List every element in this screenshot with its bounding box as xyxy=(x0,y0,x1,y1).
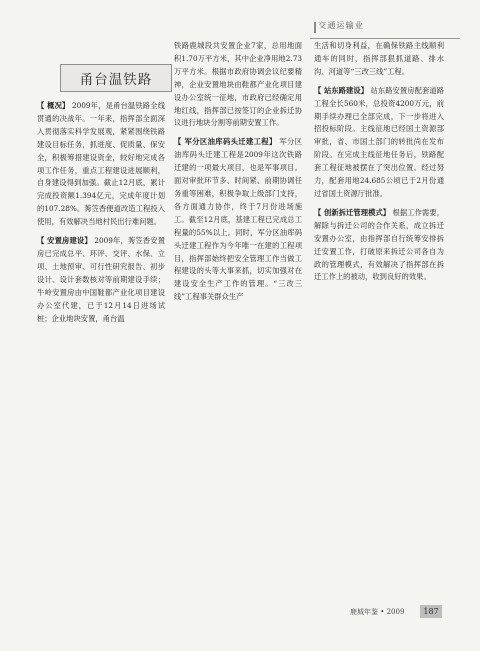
paragraph-heading: 【 站东路建设】 xyxy=(314,85,369,95)
section-name: 交通运输业 xyxy=(318,20,364,30)
paragraph xyxy=(37,100,165,229)
paragraph-text: 军分区油库码头迁建工程是2009年这次铁路迁建的一项最大项目，也是军事项目。面对审批环节多、时间紧、前期协调任务重等困难，积极争取上级部门支持，各方面通力协作，终于7月份进场施工。截至12月底，基建工程已完成总工程量的55%以上。同时，军分区油库码头迁建工程作为今年唯一在建的工程项目，指挥部始终把安全管理工作当做工程建设的头等大事来抓，切实加强对在建设安全生产工作的管理。“三改三线”工程事关群众生产 xyxy=(174,137,302,302)
page-number: 187 xyxy=(420,605,442,618)
paragraph-text: 2009年，莠笠香安置房已完成总平、环评、交评、水保、立项、土地预审、可行性研究报告、初步设计、设计套数核对等前期建设手续；牛岭安置房由中国鞋都产业化项目建设办公室代建，已于12月14日进场试桩；企业地块安置，甬台温 xyxy=(37,236,165,323)
paragraph xyxy=(174,136,302,304)
running-header xyxy=(310,16,460,39)
paragraph-text: 铁路鹿城段共安置企业7家，总用地面积1.70万平方米，其中企业净用地2.73万平方米。根据市政府协调会议纪要精神，企业安置地块由鞋都产业化项目建设办公室统一征地，市政府已经确定用地红线，指挥部已按签订的企业拆迁协议进行地块分割等前期安置工作。 xyxy=(174,41,302,128)
paragraph xyxy=(37,235,165,325)
article-title: 甬台温铁路 xyxy=(79,72,153,88)
footer-title: 鹿城年鉴 • 2009 xyxy=(350,608,405,616)
paragraph xyxy=(174,40,302,130)
article-title-box xyxy=(60,64,172,92)
paragraph-text: 站东路安置房配套道路工程全长560米，总投资4200万元，前期手续办理已全部完成，下一步将进入招投标阶段。主线征地已经国土资源部审批，省、市国土部门的转批尚在发布阶段。在完成主线征地任务后，铁路配套工程征地被摆在了突出位置。经过努力，配套用地24.685公顷已于2月份通过省国土资源厅批准。 xyxy=(314,85,444,198)
paragraph-heading: 【 创新拆迁管理模式】 xyxy=(314,207,391,217)
column-3 xyxy=(314,40,444,290)
paragraph xyxy=(314,85,444,201)
paragraph-text: 2009年，是甬台温铁路全线贯通的决战年。一年来，指挥部全面深入贯彻落实科学发展观，紧紧围绕铁路建设目标任务，抓进度、促质量、保安全，积极筹措建设资金，较好地完成各项工作任务，重点工程建设进展顺利，自身建设得到加强。截止12月底，累计完成投资额1.394亿元，完成年度计划的107.28%。莠笠香便道改造工程投入使用，有效解决当地村民出行难问题。 xyxy=(37,101,165,227)
paragraph-text: 生活和切身利益，在确保铁路主线顺利通车的同时，指挥部狠抓道路、排水沟、河道等“三改三线”工程。 xyxy=(314,41,444,76)
paragraph xyxy=(314,207,444,284)
header-marker xyxy=(314,22,316,33)
paragraph xyxy=(314,40,444,79)
paragraph-heading: 【 军分区油库码头迁建工程】 xyxy=(174,137,277,147)
paragraph-heading: 【 概况】 xyxy=(37,101,70,110)
page-footer xyxy=(340,605,460,619)
paragraph-heading: 【 安置房建设】 xyxy=(37,236,92,246)
paragraph-text: 根据工作需要，解除与拆迁公司的合作关系，成立拆迁安置办公室，由指挥部自行统筹安排拆迁安置工作，打破原来拆迁公司各自为政的管理模式，有效解决了指挥部在拆迁工作上的被动，收到良好的效果。 xyxy=(314,207,444,282)
column-2 xyxy=(174,40,302,310)
column-1 xyxy=(37,100,165,331)
